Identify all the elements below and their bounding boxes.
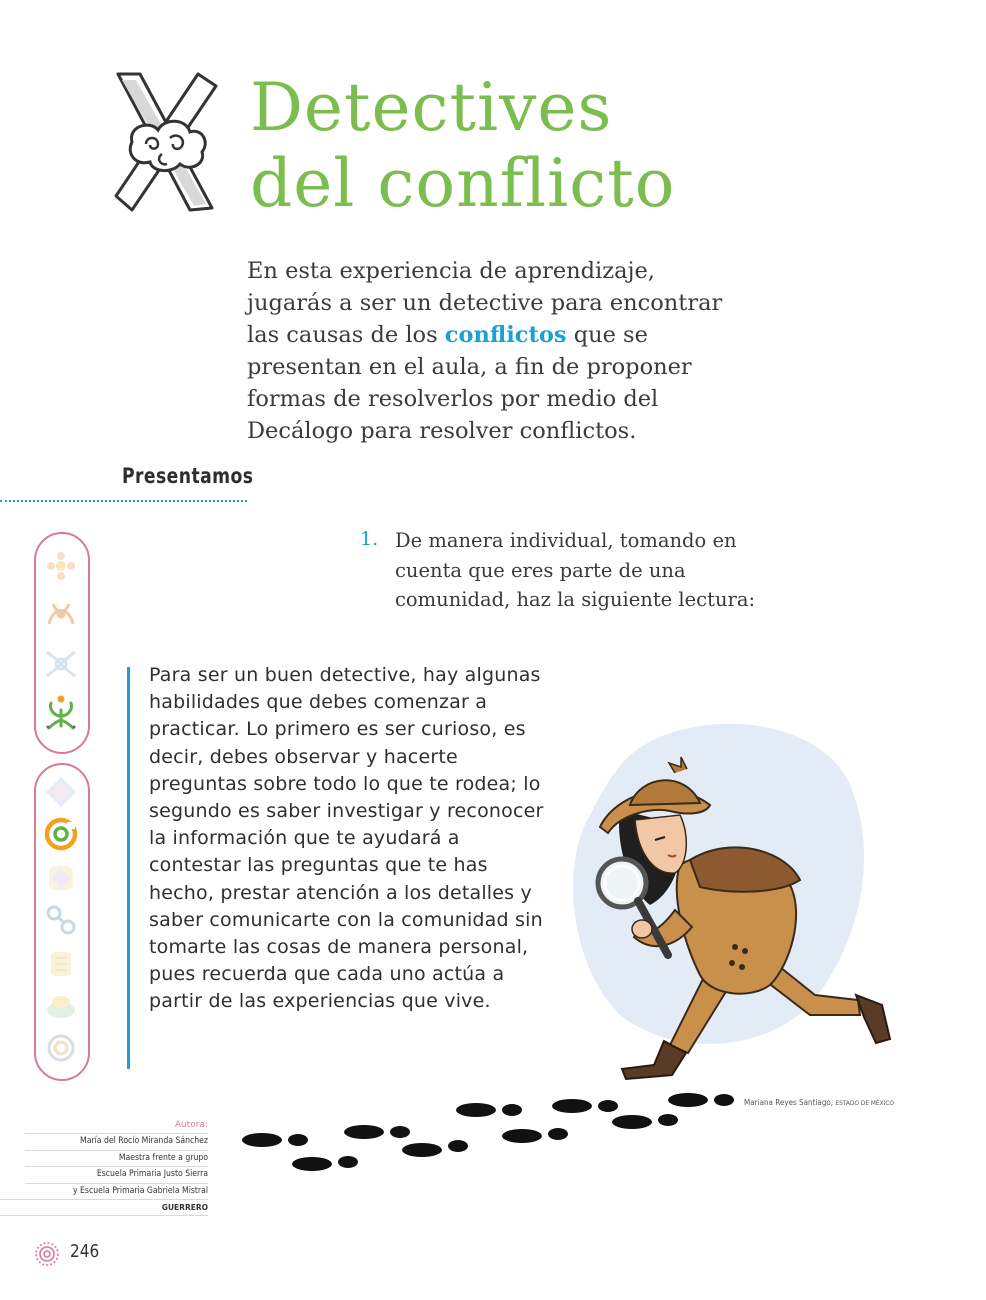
axis-icon-11	[43, 1030, 79, 1066]
intro-highlight-term: conflictos	[444, 322, 567, 348]
author-role: Maestra frente a grupo	[25, 1150, 208, 1167]
author-school-2: y Escuela Primaria Gabriela Mistral	[25, 1183, 208, 1200]
intro-text-start: En esta experiencia de aprendizaje, jugarás a ser un detective para encontrar las causas de los	[247, 258, 723, 348]
axis-icon-10	[43, 988, 79, 1024]
axis-icon-1	[43, 548, 79, 584]
page-number: 246	[70, 1241, 100, 1262]
section-heading: Presentamos	[122, 464, 254, 488]
crossed-bands-icon	[110, 68, 220, 216]
axis-icon-6-active	[43, 816, 79, 852]
axis-icon-8	[43, 902, 79, 938]
author-name: María del Rocío Miranda Sánchez	[25, 1133, 208, 1150]
axis-icon-5	[43, 774, 79, 810]
footprints-decoration	[240, 1090, 740, 1175]
reading-accent-bar	[127, 667, 130, 1069]
axis-icon-2	[43, 596, 79, 632]
title-line-2: del conflicto	[250, 145, 676, 222]
axis-icon-active	[43, 694, 79, 730]
author-school-1: Escuela Primaria Justo Sierra	[25, 1166, 208, 1183]
detective-girl-illustration	[560, 715, 900, 1095]
illustration-credit-place: ESTADO DE MÉXICO	[835, 1099, 895, 1107]
activity-number: 1.	[360, 528, 379, 550]
page-sun-icon	[33, 1240, 61, 1268]
axis-icon-7	[43, 860, 79, 896]
section-divider	[0, 500, 247, 502]
illustration-credit	[744, 1098, 894, 1107]
intro-paragraph	[247, 255, 747, 447]
activity-instruction: De manera individual, tomando en cuenta que eres parte de una comunidad, haz la siguiente lectura:	[395, 529, 756, 611]
illustration-credit-name: Mariana Reyes Santiago,	[744, 1098, 834, 1107]
axis-icon-3	[43, 646, 79, 682]
author-credits	[0, 1120, 208, 1216]
reading-text: Para ser un buen detective, hay algunas habilidades que debes comenzar a practicar. Lo primero es ser curioso, es decir, debes observar y hacerte preguntas sobre todo lo que te rodea; lo segundo es saber investigar y reconocer la información que te ayudará a contestar las preguntas que te has hecho, prestar atención a los detalles y saber comunicarte con la comunidad sin tomarte las cosas de manera personal, pues recuerda que cada uno actúa a partir de las experiencias que vive.	[149, 664, 544, 1013]
author-region: GUERRERO	[0, 1199, 208, 1215]
intro-text-end: que se presentan en el aula, a fin de proponer formas de resolverlos por medio del Decálogo para resolver conflictos.	[247, 322, 692, 444]
title-line-1: Detectives	[250, 69, 613, 146]
author-bottom-rule	[0, 1215, 208, 1216]
author-heading: Autora:	[174, 1120, 208, 1130]
page-title	[250, 70, 675, 222]
axis-icon-9	[43, 946, 79, 982]
